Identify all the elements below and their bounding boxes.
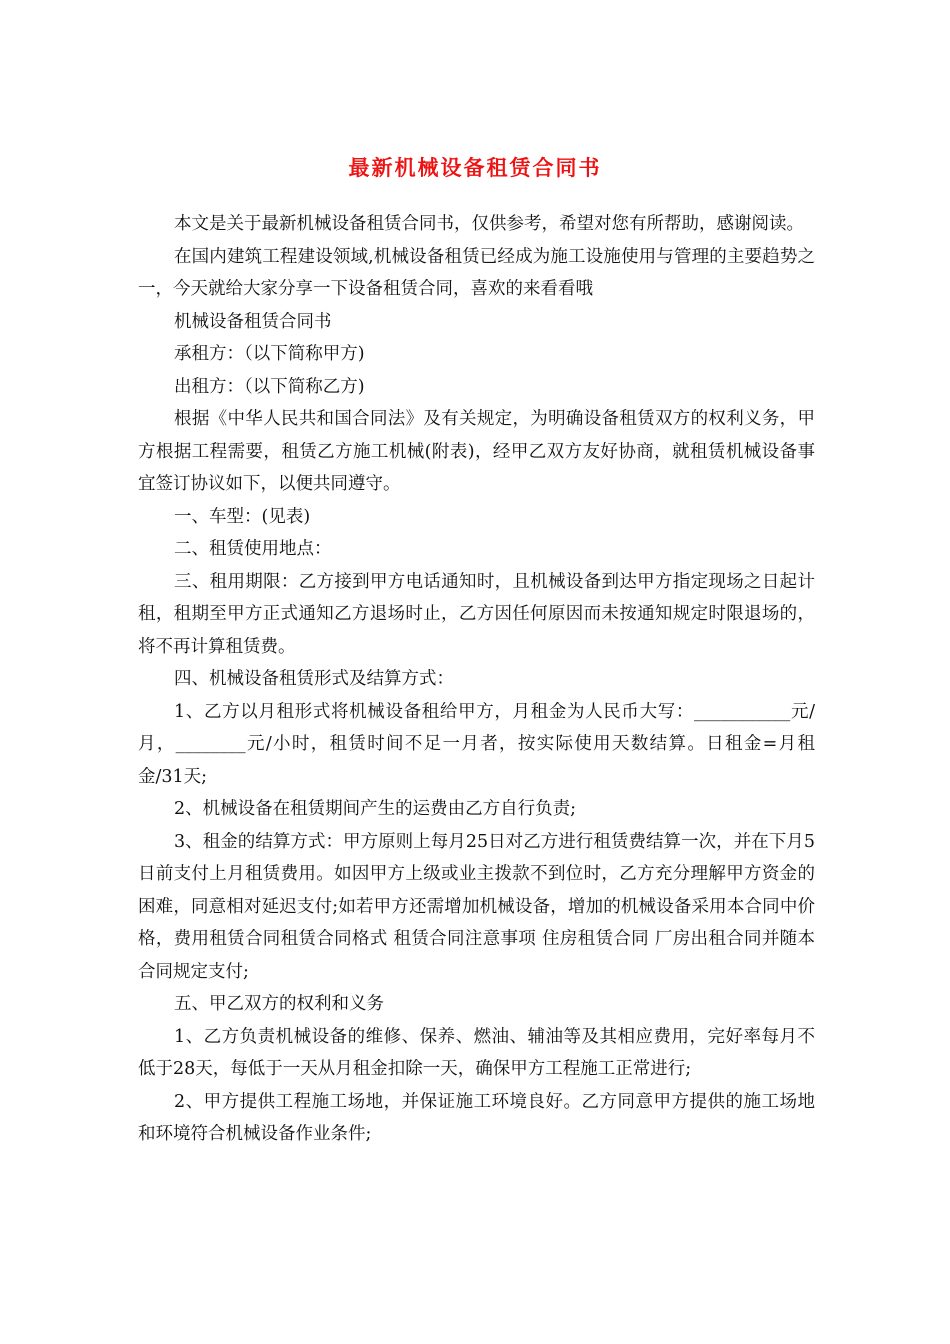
document-body (138, 208, 815, 1151)
clause-settlement-2: 2、机械设备在租赁期间产生的运费由乙方自行负责; (174, 799, 577, 819)
clause-rights-1: 1、乙方负责机械设备的维修、保养、燃油、辅油等及其相应费用，完好率每月不低于28天，每低于一天从月租金扣除一天，确保甲方工程施工正常进行; (138, 1026, 815, 1079)
document-title: 最新机械设备租赁合同书 (348, 155, 602, 180)
clause-settlement-heading: 四、机械设备租赁形式及结算方式： (174, 669, 454, 689)
clause-rights-heading: 五、甲乙双方的权利和义务 (174, 994, 384, 1014)
paragraph-lessee: 承租方：（以下简称甲方) (174, 344, 365, 364)
paragraph-preamble: 根据《中华人民共和国合同法》及有关规定，为明确设备租赁双方的权利义务，甲方根据工程需要，租赁乙方施工机械(附表)，经甲乙双方友好协商，就租赁机械设备事宜签订协议如下，以便共同遵守。 (138, 409, 815, 494)
paragraph-intro: 本文是关于最新机械设备租赁合同书，仅供参考，希望对您有所帮助，感谢阅读。 (174, 214, 804, 234)
paragraph-background: 在国内建筑工程建设领域,机械设备租赁已经成为施工设施使用与管理的主要趋势之一，今天就给大家分享一下设备租赁合同，喜欢的来看看哦 (138, 246, 815, 299)
clause-settlement-3: 3、租金的结算方式：甲方原则上每月25日对乙方进行租赁费结算一次，并在下月5日前支付上月租赁费用。如因甲方上级或业主拨款不到位时，乙方充分理解甲方资金的困难，同意相对延迟支付;如若甲方还需增加机械设备，增加的机械设备采用本合同中价格，费用租赁合同租赁合同格式 租赁合同注意事项 住房租赁合同 厂房出租合同并随本合同规定支付; (138, 831, 815, 982)
clause-location: 二、租赁使用地点： (174, 539, 332, 559)
paragraph-contract-heading: 机械设备租赁合同书 (174, 311, 332, 332)
paragraph-lessor: 出租方：（以下简称乙方) (174, 376, 365, 397)
clause-rights-2: 2、甲方提供工程施工场地，并保证施工环境良好。乙方同意甲方提供的施工场地和环境符合机械设备作业条件; (138, 1091, 815, 1144)
clause-vehicle-type: 一、车型：(见表) (174, 506, 311, 527)
clause-settlement-1: 1、乙方以月租形式将机械设备租给甲方，月租金为人民币大写：___________元/月，________元/小时，租赁时间不足一月者，按实际使用天数结算。日租金=月租金/31天; (138, 701, 815, 787)
clause-term: 三、租用期限：乙方接到甲方电话通知时，且机械设备到达甲方指定现场之日起计租，租期至甲方正式通知乙方退场时止，乙方因任何原因而未按通知规定时限退场的，将不再计算租赁费。 (138, 571, 815, 657)
